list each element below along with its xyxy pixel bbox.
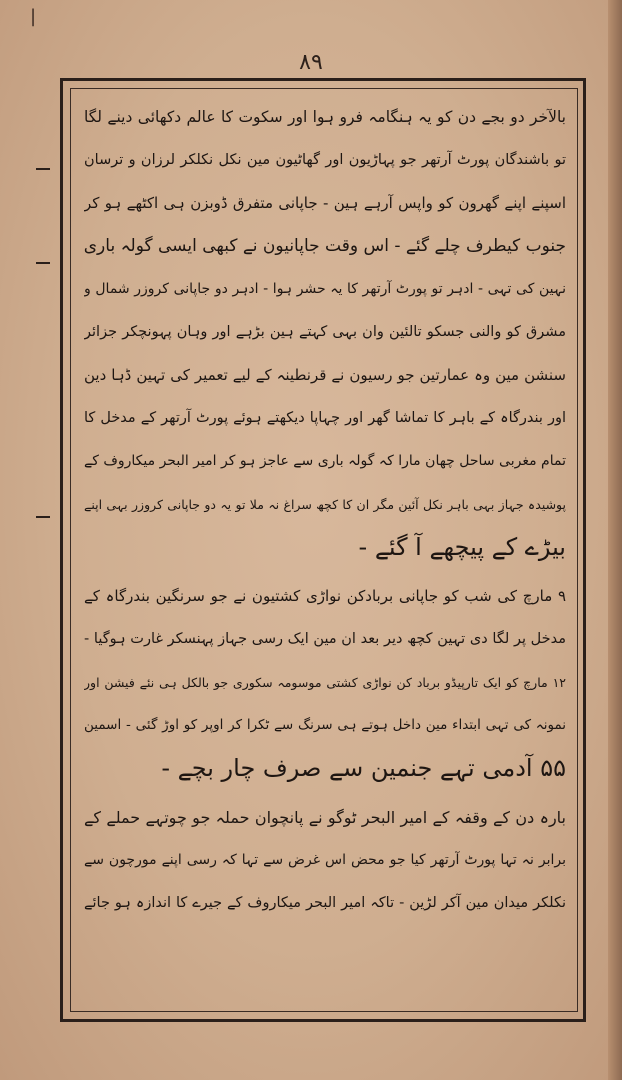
text-line: نمونہ کی تہی ابتداء مین داخل ہوتے ہی سرنگ سے ٹکرا کر اوپر کو اوڑ گئی - اسمین bbox=[84, 717, 566, 733]
margin-tick bbox=[36, 262, 50, 264]
text-line: برابر نہ تہا پورٹ آرتھر کیا جو محض اس غرض سے تہا کہ رسی اپنے مورچون سے bbox=[84, 852, 566, 868]
text-line: اسپنے اپنے گھرون کو واپس آرہے ہین - جاپانی متفرق ڈوبزن ہی اکٹھے ہو کر bbox=[84, 194, 566, 212]
text-line: ۵۵ آدمی تہے جنمین سے صرف چار بچے - bbox=[161, 754, 566, 782]
page-spine-shadow bbox=[608, 0, 622, 1080]
margin-tick bbox=[36, 168, 50, 170]
text-line: تو باشندگان پورٹ آرتھر جو پہاڑیون اور گھاٹیون مین نکل نکلکر لرزان و ترسان bbox=[84, 152, 566, 168]
text-line: اور بندرگاہ کے باہر کا تماشا گھر اور چہاپا دیکھتے ہوئے پورٹ آرتھر کے مدخل کا bbox=[84, 410, 566, 426]
text-line: بارہ دن کے وقفہ کے امیر البحر ٹوگو نے پانچوان حملہ جو چوتہے حملے کے bbox=[84, 808, 566, 827]
text-line: نکلکر میدان مین آکر لڑین - تاکہ امیر البحر میکاروف کے جیرے کا اندازہ ہو جائے bbox=[84, 895, 566, 911]
text-line: مشرق کو والنی جسکو تالئین وان بہی کہتے ہین بڑہے اور وہان پہونچکر جزائر bbox=[84, 324, 566, 340]
text-line: سنشن مین وہ عمارتین جو رسیون نے قرنطینہ کے لیے تعمیر کی تہین ڈہا دین bbox=[84, 366, 566, 384]
text-line: ۱۲ مارچ کو ایک تارپیڈو برباد کن نواڑی کشتی موسومہ سکوری جو بالکل ہی نئے فیشن اور bbox=[84, 675, 566, 690]
text-line: نہین کی تہی - ادہر تو پورٹ آرتھر کا یہ حشر ہوا - ادہر دو جاپانی کروزر شمال و bbox=[84, 281, 566, 297]
text-line: جنوب کیطرف چلے گئے - اس وقت جاپانیون نے کبھی ایسی گولہ باری bbox=[84, 236, 566, 256]
body-text bbox=[84, 96, 566, 925]
paragraph bbox=[84, 796, 566, 925]
paragraph bbox=[84, 575, 566, 790]
text-line: بالآخر دو بجے دن کو یہ ہنگامہ فرو ہوا اور سکوت کا عالم دکھائی دینے لگا bbox=[84, 108, 566, 126]
text-line: تمام مغربی ساحل چھان مارا کہ گولہ باری سے عاجز ہو کر امیر البحر میکاروف کے bbox=[84, 453, 566, 469]
text-line: مدخل پر لگا دی تہین کچھ دیر بعد ان مین ایک رسی جہاز پہنسکر غارت ہوگیا - bbox=[84, 631, 566, 647]
text-line: بیڑے کے پیچھے آ گئے - bbox=[358, 533, 566, 561]
margin-tick bbox=[36, 516, 50, 518]
paragraph bbox=[84, 96, 566, 569]
corner-mark: | bbox=[30, 6, 37, 27]
text-line: ۹ مارچ کی شب کو جاپانی بربادکن نواڑی کشتیون نے جو سرنگین بندرگاہ کے bbox=[84, 587, 566, 605]
page-number: ۸۹ bbox=[299, 50, 323, 75]
text-line: پوشیدہ جہاز بہی باہر نکل آئین مگر ان کا کچھ سراغ نہ ملا تو یہ دو جاپانی کروزر بہی اپنے bbox=[84, 497, 566, 512]
